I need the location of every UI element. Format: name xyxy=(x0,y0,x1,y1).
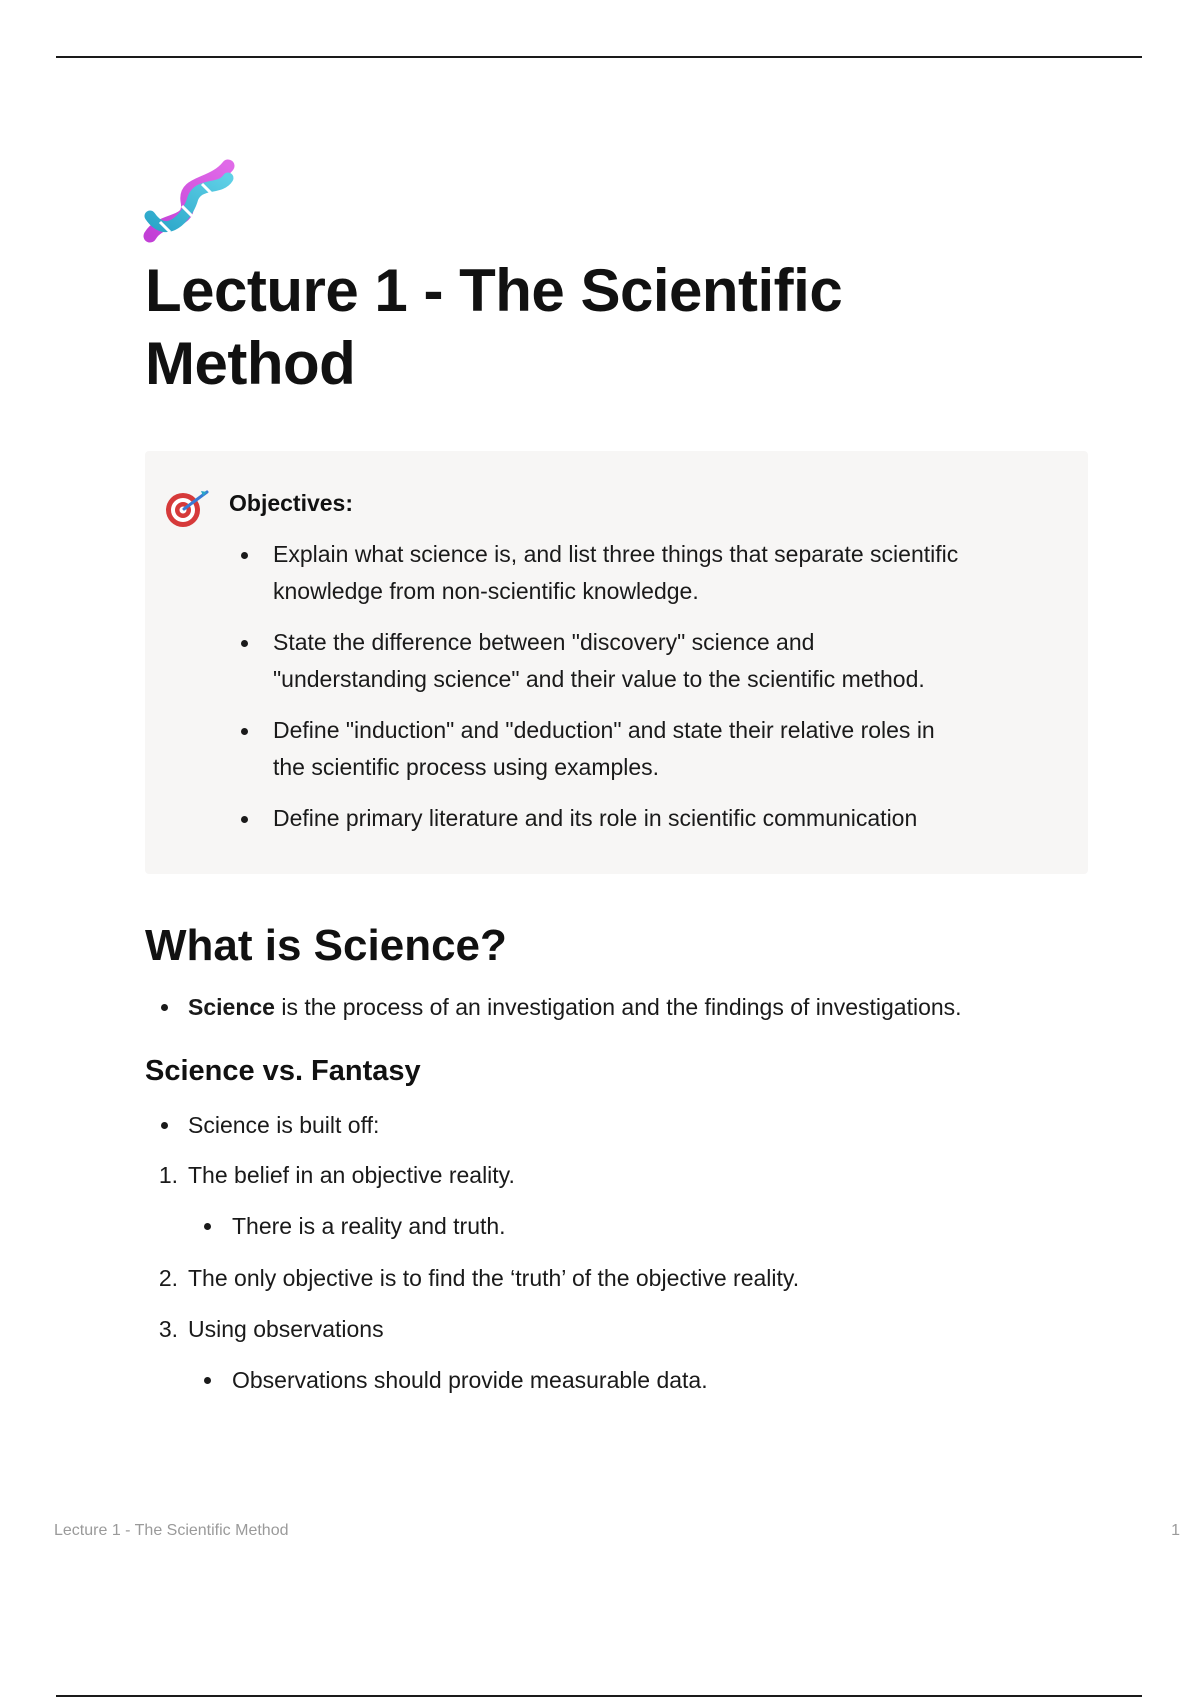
objective-item xyxy=(229,536,1059,610)
list-number: 1. xyxy=(158,1162,178,1188)
objectives-list xyxy=(229,536,1059,851)
science-term: Science xyxy=(188,994,275,1020)
page-title xyxy=(145,254,1045,400)
bottom-rule xyxy=(56,1695,1142,1697)
science-definition-text: is the process of an investigation and the findings of investigations. xyxy=(274,994,962,1020)
bullet-dot xyxy=(161,1122,168,1129)
list-item: The belief in an objective reality. xyxy=(188,1162,515,1188)
section-heading-what-is-science: What is Science? xyxy=(145,921,507,970)
science-definition xyxy=(188,991,962,1023)
objective-item-line1: Define primary literature and its role in scientific communication xyxy=(273,805,918,831)
objective-item-line2: the scientific process using examples. xyxy=(273,754,660,780)
objective-item xyxy=(229,624,1059,698)
dna-icon xyxy=(142,156,236,246)
bullet-dot xyxy=(204,1377,211,1384)
objective-item-line1: Define "induction" and "deduction" and state their relative roles in xyxy=(273,717,935,743)
list-item: The only objective is to find the ‘truth’ of the objective reality. xyxy=(188,1265,800,1291)
list-item: Using observations xyxy=(188,1316,384,1342)
objectives-callout xyxy=(145,451,1088,874)
objective-item xyxy=(229,712,1059,786)
footer-page-number: 1 xyxy=(1171,1522,1180,1539)
subheading-science-vs-fantasy: Science vs. Fantasy xyxy=(145,1055,421,1087)
objective-item-line2: knowledge from non-scientific knowledge. xyxy=(273,578,699,604)
top-rule xyxy=(56,56,1142,58)
footer-doc-title: Lecture 1 - The Scientific Method xyxy=(54,1522,289,1539)
objective-item-line1: Explain what science is, and list three things that separate scientific xyxy=(273,541,959,567)
bullet-dot xyxy=(161,1004,168,1011)
target-icon xyxy=(163,486,213,530)
list-intro: Science is built off: xyxy=(188,1112,380,1138)
sub-list-item: Observations should provide measurable data. xyxy=(232,1367,708,1393)
objective-item-line1: State the difference between "discovery" science and xyxy=(273,629,815,655)
page-title-line1: Lecture 1 - The Scientific xyxy=(145,257,843,324)
list-number: 3. xyxy=(158,1316,178,1342)
page-title-line2: Method xyxy=(145,330,356,397)
sub-list-item: There is a reality and truth. xyxy=(232,1213,506,1239)
objective-item-line2: "understanding science" and their value to the scientific method. xyxy=(273,666,925,692)
bullet-dot xyxy=(204,1223,211,1230)
objective-item xyxy=(229,800,1059,837)
list-number: 2. xyxy=(158,1265,178,1291)
objectives-heading: Objectives: xyxy=(229,490,353,516)
